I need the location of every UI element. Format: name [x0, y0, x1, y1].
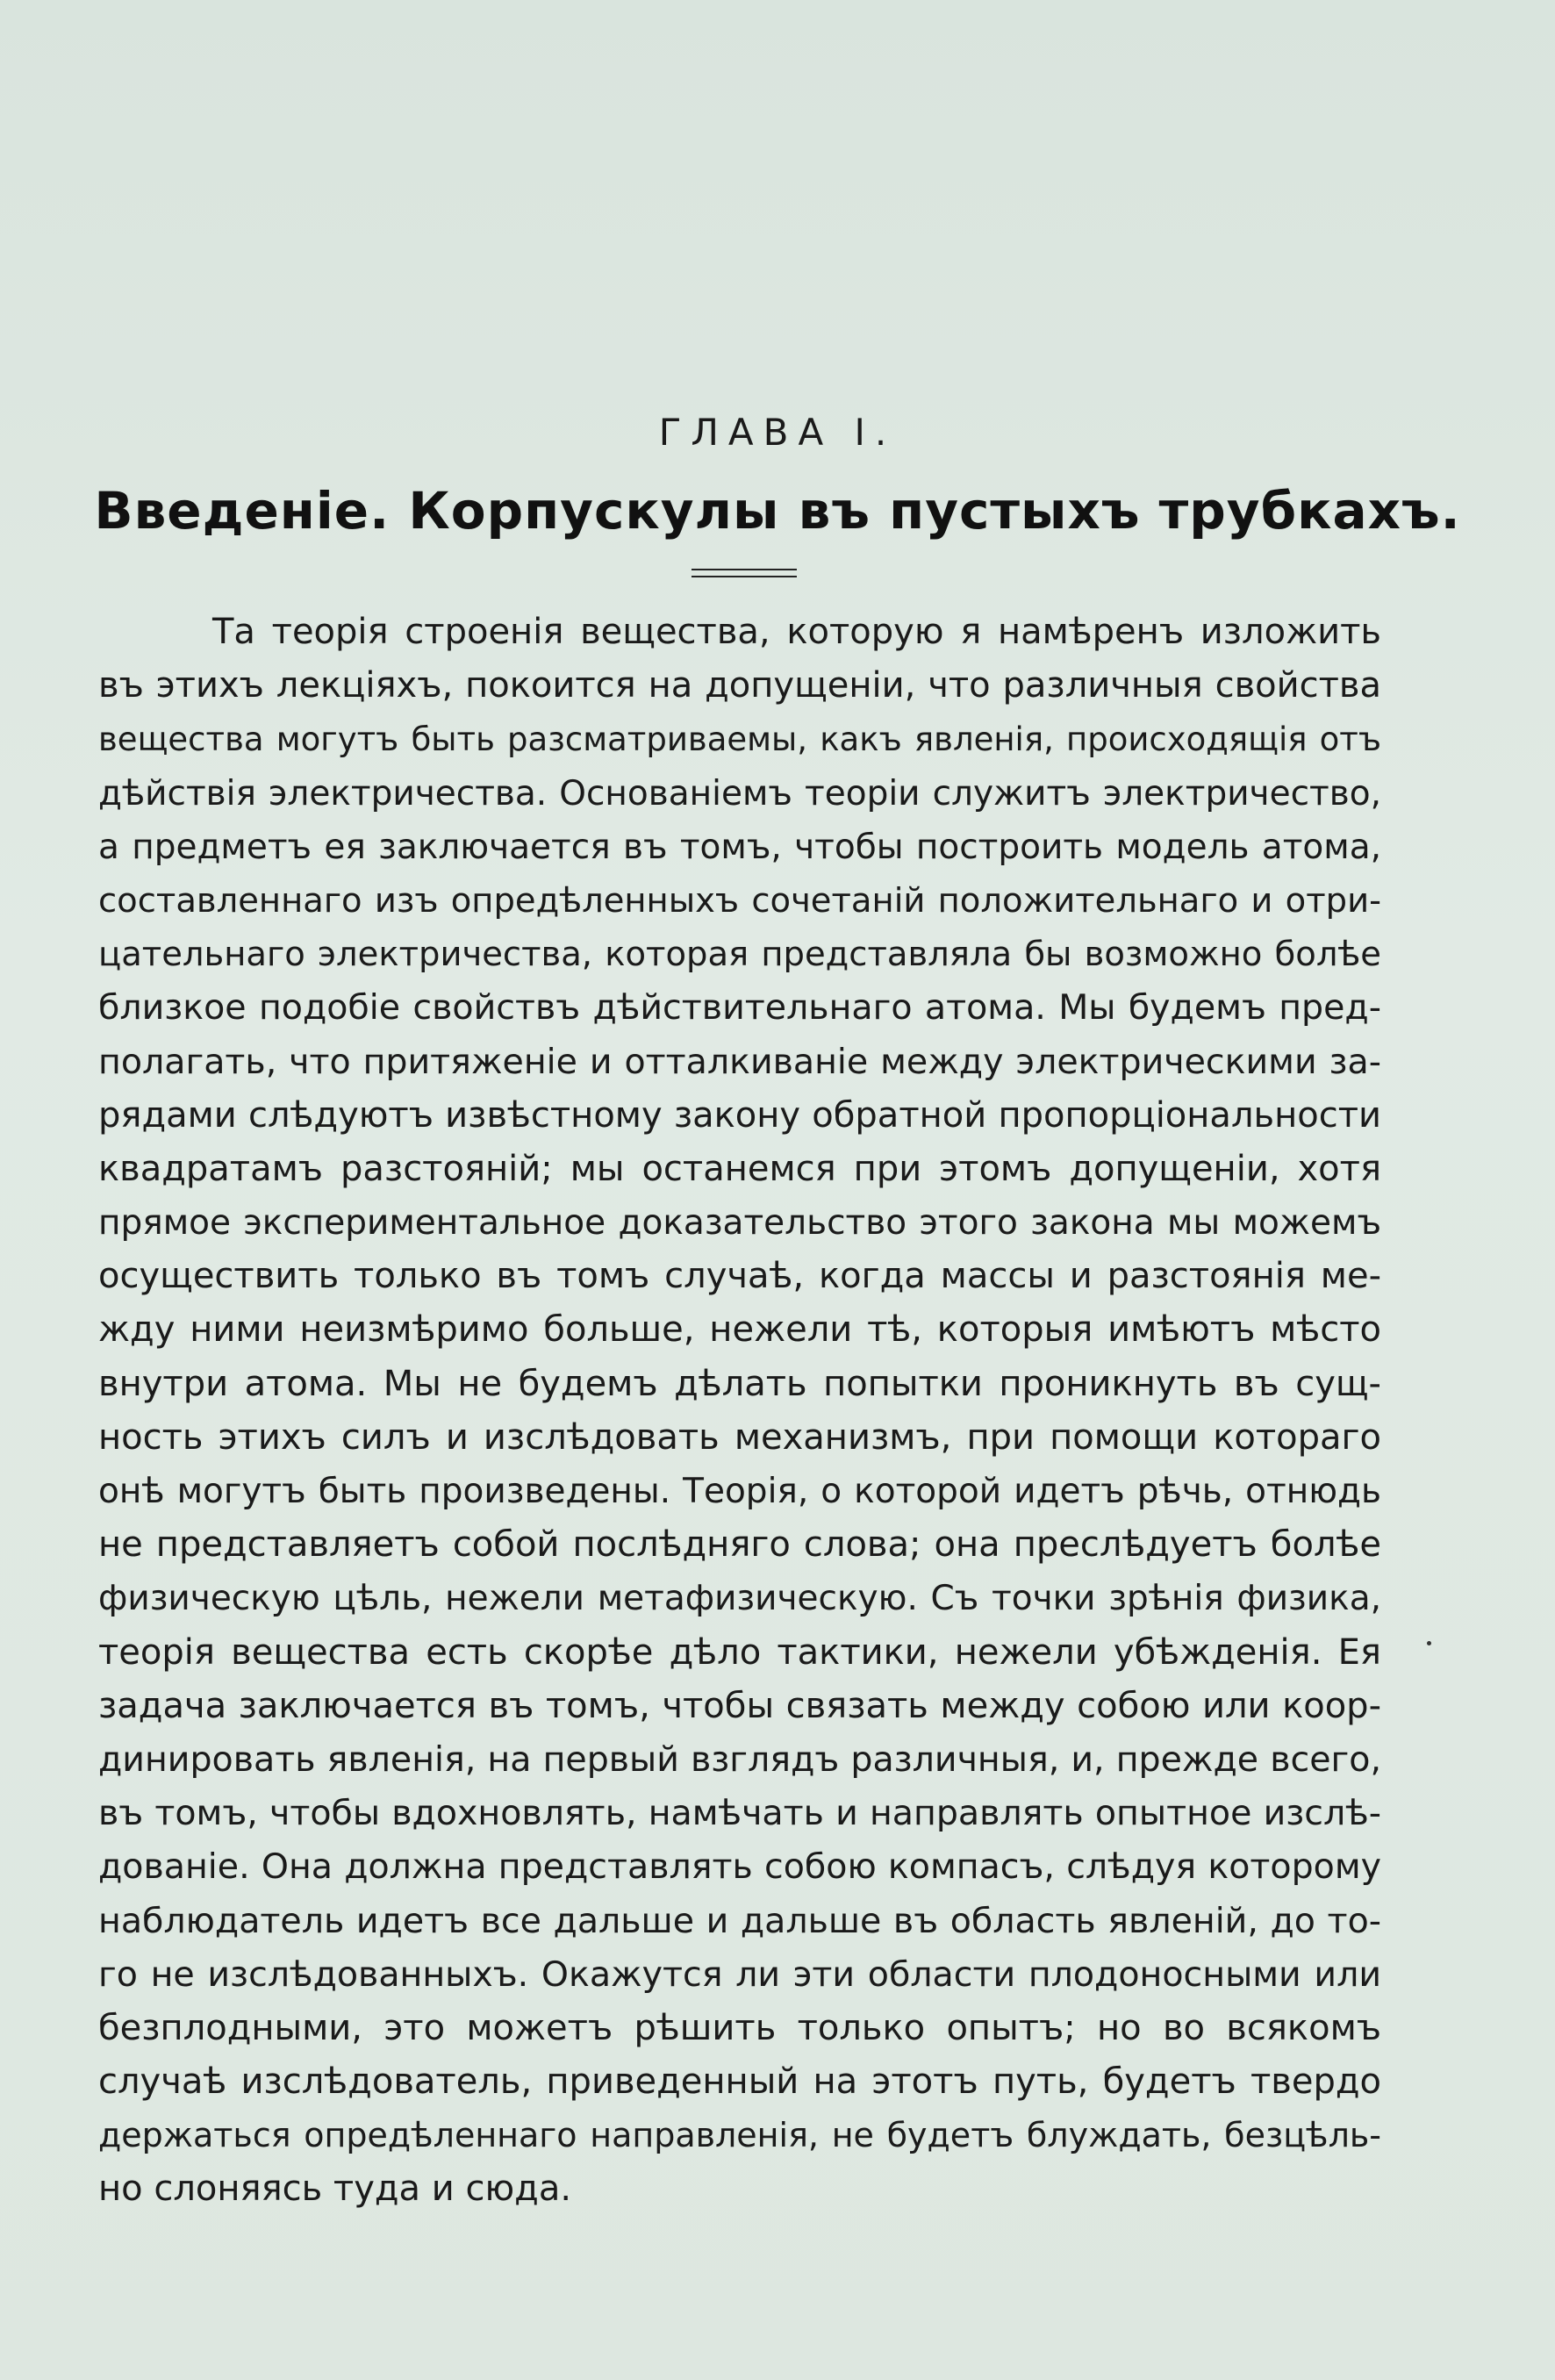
text-line: безплодными, это можетъ рѣшить только опытъ; но во всякомъ — [98, 2007, 1381, 2048]
text-line: теорія вещества есть скорѣе дѣло тактики, нежели убѣжденія. Ея — [98, 1631, 1381, 1673]
paragraph — [98, 606, 1381, 2217]
text-line: динировать явленія, на первый взглядъ различныя, и, прежде всего, — [98, 1738, 1381, 1780]
text-line: жду ними неизмѣримо больше, нежели тѣ, которыя имѣютъ мѣсто — [98, 1309, 1381, 1351]
text-line: дѣйствія электричества. Основаніемъ теоріи служитъ электричество, — [98, 773, 1381, 814]
text-line: го не изслѣдованныхъ. Окажутся ли эти области плодоносными или — [98, 1953, 1381, 1995]
ink-speck — [1427, 1641, 1431, 1645]
text-line: наблюдатель идетъ все дальше и дальше въ область явленій, до то- — [98, 1900, 1381, 1941]
chapter-heading: ГЛАВА I. — [658, 411, 897, 454]
text-line: составленнаго изъ опредѣленныхъ сочетаній положительнаго и отри- — [98, 880, 1381, 921]
text-line: онѣ могутъ быть произведены. Теорія, о которой идетъ рѣчь, отнюдь — [98, 1472, 1381, 1511]
chapter-title: Введеніе. Корпускулы въ пустыхъ трубкахъ. — [94, 481, 1461, 541]
text-line: полагать, что притяженіе и отталкиваніе между электрическими за- — [98, 1041, 1381, 1082]
text-line: задача заключается въ томъ, чтобы связать между собою или коор- — [98, 1685, 1381, 1726]
text-line: не представляетъ собой послѣдняго слова; она преслѣдуетъ болѣе — [98, 1524, 1381, 1566]
text-line: въ томъ, чтобы вдохновлять, намѣчать и направлять опытное изслѣ- — [98, 1793, 1381, 1834]
text-line: а предметъ ея заключается въ томъ, чтобы построить модель атома, — [98, 827, 1381, 867]
text-line: внутри атома. Мы не будемъ дѣлать попытки проникнуть въ сущ- — [98, 1363, 1381, 1404]
text-line: вещества могутъ быть разсматриваемы, какъ явленія, происходящія отъ — [98, 720, 1381, 759]
text-line: держаться опредѣленнаго направленія, не будетъ блуждать, безцѣль- — [98, 2116, 1381, 2155]
title-divider — [692, 569, 797, 577]
text-line: но слоняясь туда и сюда. — [98, 2169, 572, 2210]
text-line: осуществить только въ томъ случаѣ, когда массы и разстоянія ме- — [98, 1256, 1381, 1297]
text-line: въ этихъ лекціяхъ, покоится на допущеніи, что различныя свойства — [98, 665, 1381, 706]
text-line: близкое подобіе свойствъ дѣйствительнаго атома. Мы будемъ пред- — [98, 987, 1381, 1029]
text-line: ность этихъ силъ и изслѣдовать механизмъ, при помощи котораго — [98, 1416, 1381, 1458]
text-line: Та теорія строенія вещества, которую я намѣренъ изложить — [212, 612, 1381, 652]
text-line: квадратамъ разстояній; мы останемся при этомъ допущеніи, хотя — [98, 1148, 1381, 1189]
text-line: прямое экспериментальное доказательство этого закона мы можемъ — [98, 1203, 1381, 1244]
text-line: цательнаго электричества, которая представляла бы возможно болѣе — [98, 935, 1381, 975]
text-line: дованіе. Она должна представлять собою компасъ, слѣдуя которому — [98, 1846, 1381, 1888]
text-line: случаѣ изслѣдователь, приведенный на этотъ путь, будетъ твердо — [98, 2061, 1381, 2103]
text-line: рядами слѣдуютъ извѣстному закону обратной пропорціональности — [98, 1094, 1381, 1136]
text-line: физическую цѣль, нежели метафизическую. Съ точки зрѣнія физика, — [98, 1579, 1381, 1619]
